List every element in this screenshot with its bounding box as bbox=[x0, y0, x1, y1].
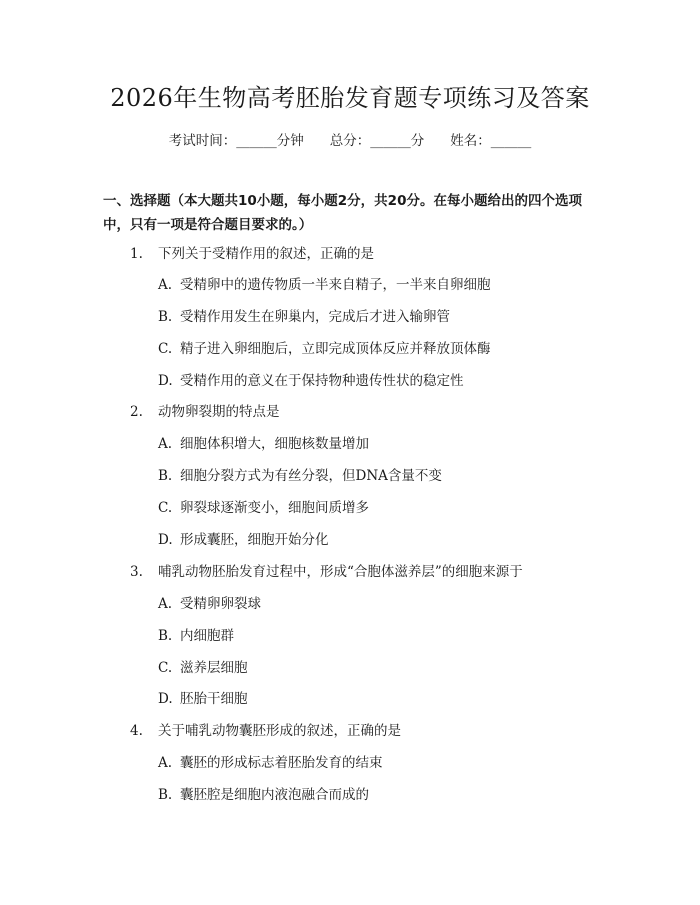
question-number: 2. bbox=[130, 404, 143, 420]
total-score-field: 总分：______分 bbox=[329, 133, 425, 149]
option-letter: B. bbox=[158, 787, 173, 803]
option-text: 精子进入卵细胞后，立即完成顶体反应并释放顶体酶 bbox=[180, 341, 491, 357]
option-text: 受精作用的意义在于保持物种遗传性状的稳定性 bbox=[180, 373, 464, 389]
option-text: 细胞分裂方式为有丝分裂，但DNA含量不变 bbox=[180, 468, 442, 484]
question-4 bbox=[130, 721, 401, 741]
question-3 bbox=[130, 562, 523, 582]
option-letter: B. bbox=[158, 309, 173, 325]
option-letter: D. bbox=[158, 691, 173, 707]
option-3c bbox=[158, 658, 248, 678]
option-4a bbox=[158, 753, 383, 773]
option-1a bbox=[158, 275, 491, 295]
option-4b bbox=[158, 785, 369, 805]
section-heading: 一、选择题（本大题共10小题，每小题2分，共20分。在每小题给出的四个选项中，只有一项是符合题目要求的。） bbox=[103, 193, 582, 233]
option-text: 细胞体积增大，细胞核数量增加 bbox=[180, 436, 369, 452]
option-text: 受精作用发生在卵巢内，完成后才进入输卵管 bbox=[180, 309, 450, 325]
question-1 bbox=[130, 244, 374, 264]
option-1c bbox=[158, 339, 491, 359]
option-text: 内细胞群 bbox=[180, 628, 234, 644]
option-text: 受精卵卵裂球 bbox=[180, 596, 261, 612]
option-text: 卵裂球逐渐变小，细胞间质增多 bbox=[180, 500, 369, 516]
option-letter: B. bbox=[158, 628, 173, 644]
option-1d bbox=[158, 371, 464, 391]
option-2d bbox=[158, 530, 329, 550]
option-letter: A. bbox=[158, 596, 173, 612]
question-number: 1. bbox=[130, 246, 143, 262]
question-stem: 关于哺乳动物囊胚形成的叙述，正确的是 bbox=[158, 723, 401, 739]
option-2b bbox=[158, 466, 442, 486]
option-letter: C. bbox=[158, 341, 173, 357]
option-letter: C. bbox=[158, 500, 173, 516]
question-stem: 下列关于受精作用的叙述，正确的是 bbox=[158, 246, 374, 262]
option-letter: A. bbox=[158, 436, 173, 452]
option-letter: D. bbox=[158, 532, 173, 548]
option-2c bbox=[158, 498, 369, 518]
option-letter: A. bbox=[158, 755, 173, 771]
exam-time-field: 考试时间：______分钟 bbox=[168, 133, 304, 149]
option-letter: B. bbox=[158, 468, 173, 484]
question-number: 4. bbox=[130, 723, 143, 739]
question-2 bbox=[130, 402, 280, 422]
option-text: 形成囊胚，细胞开始分化 bbox=[180, 532, 329, 548]
option-3a bbox=[158, 594, 261, 614]
question-number: 3. bbox=[130, 564, 143, 580]
option-3b bbox=[158, 626, 234, 646]
question-stem: 动物卵裂期的特点是 bbox=[158, 404, 280, 420]
exam-info-line bbox=[0, 131, 700, 151]
page-title: 2026年生物高考胚胎发育题专项练习及答案 bbox=[110, 84, 590, 112]
question-stem: 哺乳动物胚胎发育过程中，形成“合胞体滋养层”的细胞来源于 bbox=[158, 564, 523, 580]
option-text: 滋养层细胞 bbox=[180, 660, 248, 676]
option-letter: A. bbox=[158, 277, 173, 293]
option-2a bbox=[158, 434, 369, 454]
option-text: 囊胚腔是细胞内液泡融合而成的 bbox=[180, 787, 369, 803]
option-text: 胚胎干细胞 bbox=[180, 691, 248, 707]
option-letter: D. bbox=[158, 373, 173, 389]
option-3d bbox=[158, 689, 248, 709]
option-letter: C. bbox=[158, 660, 173, 676]
option-text: 囊胚的形成标志着胚胎发育的结束 bbox=[180, 755, 383, 771]
student-name-field: 姓名：______ bbox=[450, 133, 532, 149]
option-text: 受精卵中的遗传物质一半来自精子，一半来自卵细胞 bbox=[180, 277, 491, 293]
option-1b bbox=[158, 307, 450, 327]
